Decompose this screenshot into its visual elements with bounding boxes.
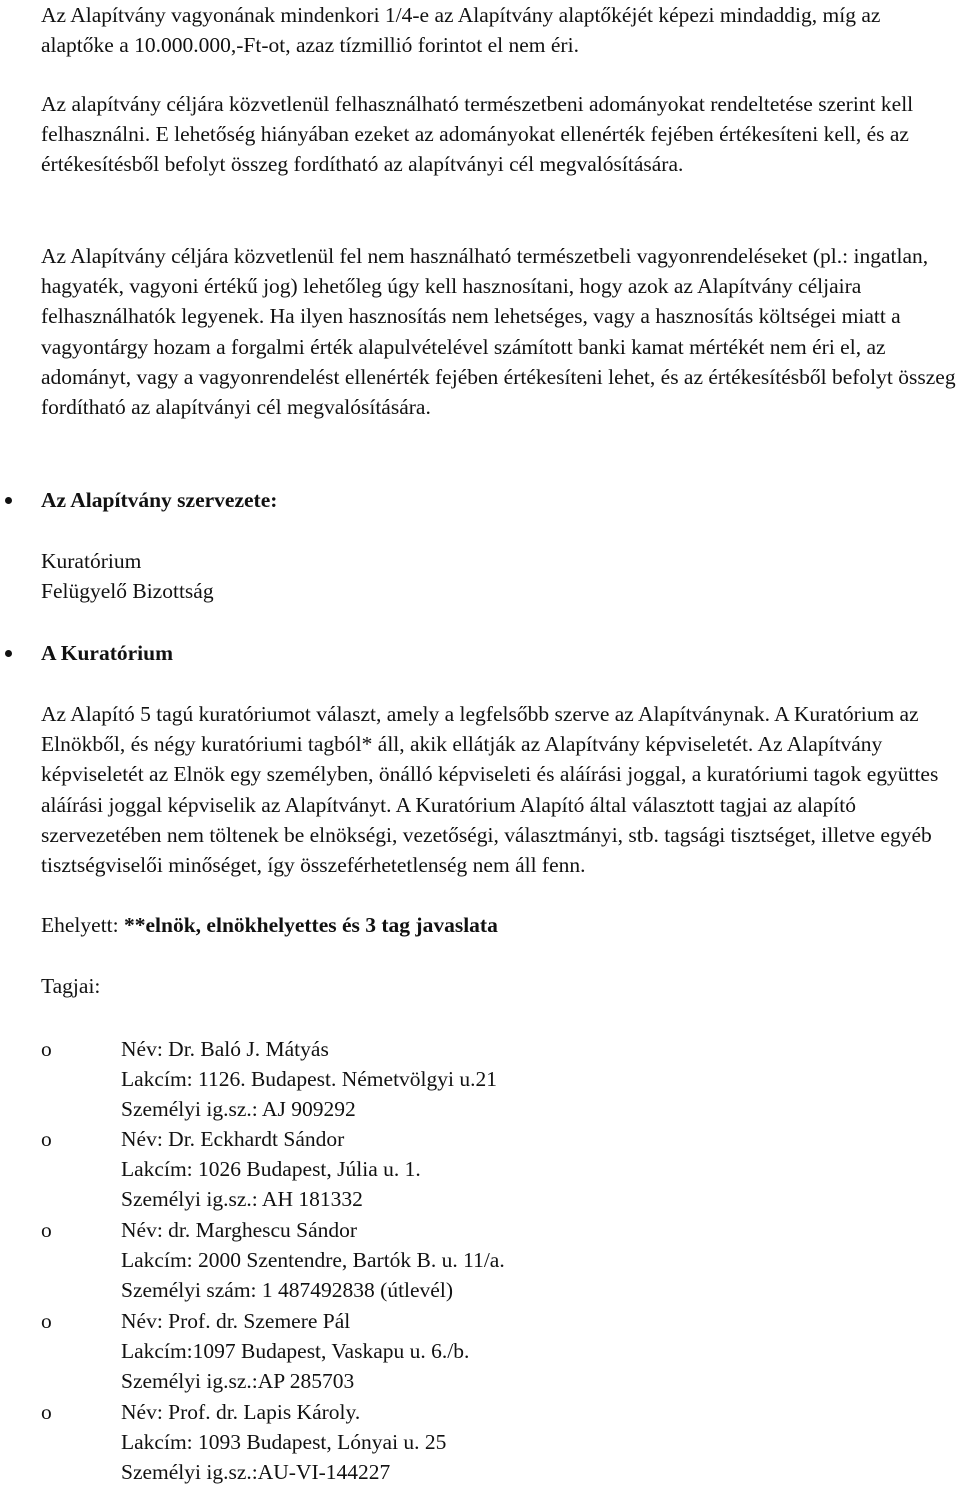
organization-list [41,546,956,606]
paragraph-assets: Az Alapítvány céljára közvetlenül fel nem használható természetbeli vagyonrendeléseket (pl.: ingatlan, hagyaték, vagyoni értékű jog) lehetőleg úgy kell hasznosítani, hogy azok az Alapítvány céljaira felhasználhatók legyenek. Ha ilyen hasznosítás nem lehetséges, vagy a hasznosítás költségei miatt a vagyontárgy hozam a forgalmi érték alapulvételével számított banki kamat mértékét nem éri el, az adományt, vagy a vagyonrendelést ellenérték fejében értékesíteni lehet, és az értékesítésből befolyt összeg fordítható az alapítványi cél megvalósítására. [41,244,956,420]
list-marker-icon: o [41,1309,52,1333]
member-name: Név: Prof. dr. Szemere Pál [121,1309,351,1333]
note-bold: **elnök, elnökhelyettes és 3 tag javaslata [124,913,498,937]
member-name: Név: Dr. Eckhardt Sándor [121,1127,345,1151]
section-heading-kuratorium: A Kuratórium [41,641,173,665]
member-address: Lakcím: 2000 Szentendre, Bartók B. u. 11/a. [121,1248,505,1273]
paragraph-donations: Az alapítvány céljára közvetlenül felhasználható természetbeni adományokat rendeltetése szerint kell felhasználni. E lehetőség hiányában ezeket az adományokat ellenérték fejében értékesíteni kell, és az értékesítésből befolyt összeg fordítható az alapítványi cél megvalósítására. [41,92,914,177]
organization-item-kuratorium: Kuratórium [41,549,142,573]
section-heading-organization: Az Alapítvány szervezete: [41,488,278,512]
members-label: Tagjai: [41,974,101,998]
kuratorium-body: Az Alapító 5 tagú kuratóriumot választ, amely a legfelsőbb szerve az Alapítványnak. A Kuratórium az Elnökből, és négy kuratóriumi tagból* áll, akik ellátják az Alapítvány képviseletét. Az Alapítvány képviseletét az Elnök egy személyben, önálló képviseleti és aláírási joggal, a kuratóriumi tagok együttes aláírási joggal képviselik az Alapítványt. A Kuratórium Alapító által választott tagjai az alapító szervezetében nem töltenek be elnökségi, vezetőségi, választmányi, stb. tagsági tisztséget, illetve egyéb tisztségviselői minőséget, így összeférhetetlenség nem áll fenn. [41,702,939,878]
bullet-icon [5,497,12,504]
member-id: Személyi szám: 1 487492838 (útlevél) [121,1278,453,1303]
member-id: Személyi ig.sz.: AJ 909292 [121,1097,356,1122]
member-id: Személyi ig.sz.: AH 181332 [121,1187,363,1212]
member-address: Lakcím:1097 Budapest, Vaskapu u. 6./b. [121,1339,470,1364]
member-address: Lakcím: 1093 Budapest, Lónyai u. 25 [121,1430,447,1455]
member-address: Lakcím: 1126. Budapest. Németvölgyi u.21 [121,1067,497,1092]
member-address: Lakcím: 1026 Budapest, Júlia u. 1. [121,1157,421,1182]
member-name: Név: Dr. Baló J. Mátyás [121,1037,329,1061]
note-prefix: Ehelyett: [41,913,124,937]
member-name: Név: Prof. dr. Lapis Károly. [121,1400,361,1424]
organization-item-felugyelo: Felügyelő Bizottság [41,579,214,604]
list-marker-icon: o [41,1037,52,1061]
bullet-icon [5,650,12,657]
kuratorium-note [41,910,956,940]
member-name: Név: dr. Marghescu Sándor [121,1218,358,1242]
member-id: Személyi ig.sz.:AU-VI-144227 [121,1460,391,1485]
list-marker-icon: o [41,1127,52,1151]
list-marker-icon: o [41,1400,52,1424]
paragraph-capital: Az Alapítvány vagyonának mindenkori 1/4-e az Alapítvány alaptőkéjét képezi mindaddig, míg az alaptőke a 10.000.000,-Ft-ot, azaz tízmillió forintot el nem éri. [41,3,881,58]
member-id: Személyi ig.sz.:AP 285703 [121,1369,355,1394]
list-marker-icon: o [41,1218,52,1242]
